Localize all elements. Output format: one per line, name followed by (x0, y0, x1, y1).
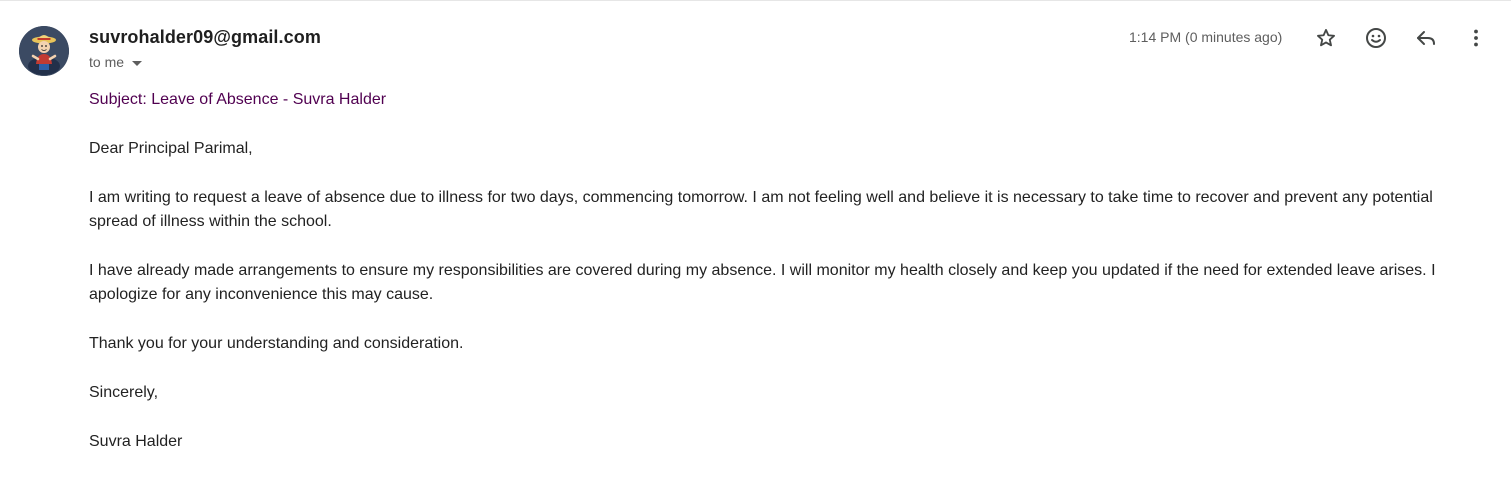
caret-down-icon (132, 61, 142, 66)
add-reaction-button[interactable] (1363, 25, 1389, 51)
message-paragraph-2: I have already made arrangements to ensure my responsibilities are covered during my absence. I will monitor my health closely and keep you updated if the need for extended leave arises. I apologize for any inconvenience this may cause. (89, 262, 1436, 303)
star-icon (1315, 27, 1337, 49)
recipient-details-toggle[interactable] (89, 54, 142, 70)
message-paragraph-1: I am writing to request a leave of absence due to illness for two days, commencing tomorrow. I am not feeling well and believe it is necessary to take time to recover and prevent any potential spread of illness within the school. (89, 189, 1433, 230)
star-button[interactable] (1313, 25, 1339, 51)
reply-button[interactable] (1413, 25, 1439, 51)
message-subject: Subject: Leave of Absence - Suvra Halder (89, 91, 387, 108)
recipient-label: to me (89, 54, 125, 70)
sender-avatar[interactable] (19, 26, 69, 76)
message-signature: Suvra Halder (89, 433, 183, 450)
message-timestamp: 1:14 PM (0 minutes ago) (1129, 29, 1283, 45)
message-thanks: Thank you for your understanding and consideration. (89, 335, 464, 352)
message-body (89, 88, 1479, 479)
emoji-reaction-icon (1364, 26, 1388, 50)
sender-email[interactable]: suvrohalder09@gmail.com (89, 27, 321, 47)
more-options-button[interactable] (1463, 25, 1489, 51)
top-divider (0, 0, 1511, 1)
message-greeting: Dear Principal Parimal, (89, 140, 253, 157)
message-closing: Sincerely, (89, 384, 159, 401)
avatar-image (19, 26, 69, 76)
more-vert-icon (1464, 26, 1488, 50)
reply-icon (1414, 26, 1438, 50)
